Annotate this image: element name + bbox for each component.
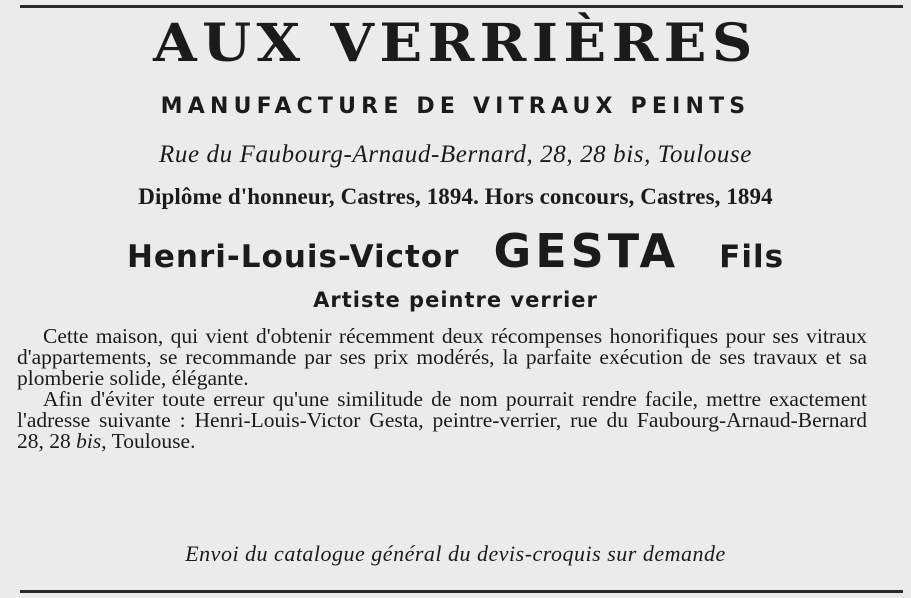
body-paragraph-2-bis: bis <box>76 429 102 453</box>
artist-profession: Artiste peintre verrier <box>313 288 598 312</box>
artist-suffix: Fils <box>719 239 785 275</box>
shop-subtitle: MANUFACTURE DE VITRAUX PEINTS <box>160 94 751 119</box>
advert-body <box>17 326 867 452</box>
shop-address: Rue du Faubourg-Arnaud-Bernard, 28, 28 bis, Toulouse <box>159 141 752 168</box>
body-paragraph-2-start: Afin d'éviter toute erreur qu'une similitude de nom pourrait rendre facile, mettre exactement l'adresse suivante : Henri-Louis-Victor Gesta, peintre-verrier, rue du Faubourg-Arnaud-Bernard 28, 28 <box>17 387 867 453</box>
body-paragraph-1: Cette maison, qui vient d'obtenir récemment deux récompenses honorifiques pour ses vitraux d'appartements, se recommande par ses prix modérés, la parfaite exécution de ses travaux et sa plomberie solide, élégante. <box>17 324 867 390</box>
body-paragraph-2 <box>17 389 867 452</box>
awards-line: Diplôme d'honneur, Castres, 1894. Hors concours, Castres, 1894 <box>138 184 773 209</box>
top-border-rule <box>20 5 903 8</box>
artist-first-names: Henri-Louis-Victor <box>126 239 460 275</box>
artist-surname: GESTA <box>493 224 680 278</box>
artist-name <box>0 224 911 278</box>
body-paragraph-2-end: , Toulouse. <box>101 429 196 453</box>
catalogue-note: Envoi du catalogue général du devis-croquis sur demande <box>185 541 726 566</box>
bottom-border-rule <box>20 590 903 593</box>
shop-title: AUX VERRIÈRES <box>153 13 758 74</box>
